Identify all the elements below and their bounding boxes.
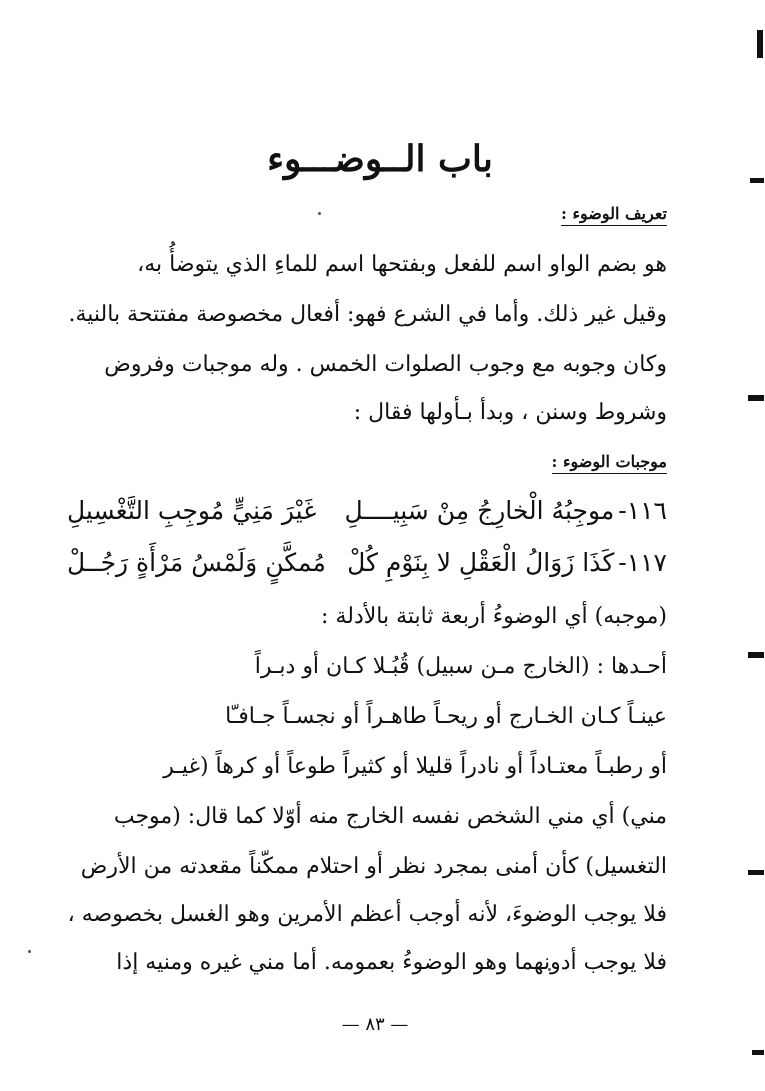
paragraph-line: وقيل غير ذلك. وأما في الشرع فهو: أفعال مخصوصة مفتتحة بالنية. bbox=[68, 302, 667, 327]
margin-mark bbox=[757, 30, 763, 58]
commentary-line: فلا يوجب أدونهما وهو الوضوءُ بعمومه. أما مني غيره ومنيه إذا bbox=[116, 950, 667, 975]
scan-speck bbox=[28, 950, 31, 953]
margin-mark bbox=[752, 1050, 764, 1055]
commentary-line: أحـدها : (الخارج مـن سبيل) قُبُـلا كـان أو دبـراً bbox=[254, 654, 667, 679]
section-heading-obligations: موجبات الوضوء : bbox=[552, 452, 668, 474]
margin-mark bbox=[748, 870, 764, 875]
verse-text: كَذَا زَوَالُ الْعَقْلِ لا بِنَوْمِ كُلْ bbox=[347, 548, 615, 577]
verse-number: ١١٦- bbox=[618, 496, 667, 525]
margin-mark bbox=[748, 395, 764, 401]
verse-line bbox=[67, 548, 667, 584]
section-heading-definition: تعريف الوضوء : bbox=[561, 204, 667, 226]
page-number: — ٨٣ — bbox=[341, 1014, 409, 1035]
verse-hemistich-second: غَيْرَ مَنِيٍّ مُوجِبِ التَّغْسِيلِ bbox=[67, 496, 317, 525]
verse-hemistich-second: مُمكَّنٍ وَلَمْسُ مَرْأَةٍ رَجُــلْ bbox=[67, 548, 326, 577]
paragraph-line: هو بضم الواو اسم للفعل وبفتحها اسم للماءِ الذي يتوضأُ به، bbox=[137, 252, 667, 277]
commentary-line: أو رطبـاً معتـاداً أو نادراً قليلا أو كثيراً طوعاً أو كرهاً (غيـر bbox=[163, 754, 667, 779]
margin-mark bbox=[748, 652, 764, 658]
chapter-title: باب الــوضـــوء bbox=[267, 138, 493, 180]
commentary-line: عينـاً كـان الخـارج أو ريحـاً طاهـراً أو نجسـاً جـافـّا bbox=[225, 704, 667, 729]
scan-speck bbox=[318, 212, 321, 215]
verse-hemistich-first bbox=[347, 548, 667, 577]
commentary-line: مني) أي مني الشخص نفسه الخارج منه أوّلا كما قال: (موجب bbox=[113, 804, 667, 829]
commentary-intro: (موجبه) أي الوضوءُ أربعة ثابتة بالأدلة : bbox=[321, 604, 667, 629]
verse-line bbox=[67, 496, 667, 532]
commentary-line: التغسيل) كأن أمنى بمجرد نظر أو احتلام ممكّناً مقعدته من الأرض bbox=[80, 854, 667, 879]
verse-number: ١١٧- bbox=[618, 548, 667, 577]
commentary-line: فلا يوجب الوضوءَ، لأنه أوجب أعظم الأمرين وهو الغسل بخصوصه ، bbox=[67, 902, 667, 927]
paragraph-line: وكان وجوبه مع وجوب الصلوات الخمس . وله موجبات وفروض bbox=[104, 352, 667, 377]
margin-mark bbox=[750, 178, 764, 183]
paragraph-line: وشروط وسنن ، وبدأ بـأولها فقال : bbox=[353, 400, 667, 425]
verse-text: موجِبُهُ الْخارِجُ مِنْ سَبِيــــلِ bbox=[344, 496, 615, 525]
verse-hemistich-first bbox=[344, 496, 667, 525]
